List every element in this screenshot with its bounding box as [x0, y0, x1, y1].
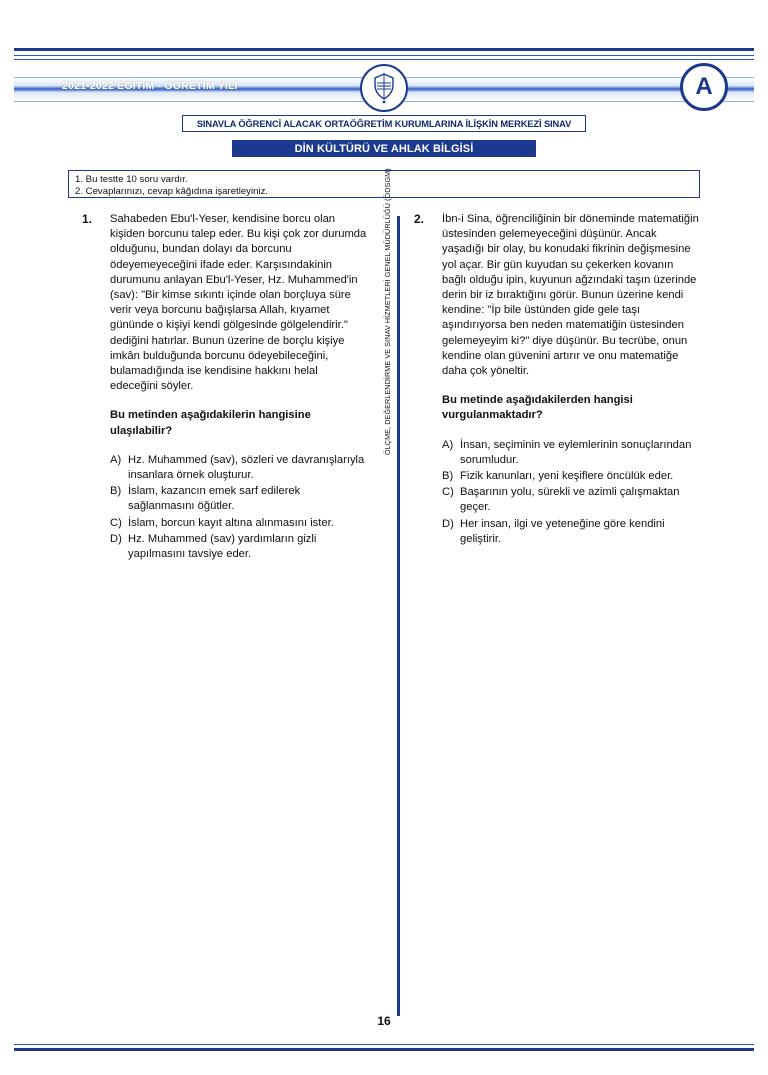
question-2-option-b[interactable]: [442, 469, 700, 484]
question-1-option-d[interactable]: [110, 532, 368, 562]
column-divider: [397, 216, 400, 1016]
academic-year-label: 2021-2022 EĞİTİM - ÖĞRETİM YILI: [62, 80, 238, 92]
option-label: C): [110, 516, 122, 529]
page-number: 16: [377, 1014, 391, 1028]
instruction-line-1: 1. Bu testte 10 soru vardır.: [75, 174, 188, 185]
option-label: A): [110, 453, 122, 466]
department-vertical-text: ÖLÇME, DEĞERLENDİRME VE SINAV HİZMETLERİ GENEL MÜDÜRLÜĞÜ (ÖDSGM): [383, 168, 392, 455]
instruction-line-2: 2. Cevaplarınızı, cevap kâğıdına işaretleyiniz.: [75, 185, 269, 197]
question-2-number: 2.: [414, 212, 425, 226]
option-label: B): [442, 470, 454, 483]
option-text: İslam, kazancın emek sarf edilerek sağlanmasını öğütler.: [128, 485, 301, 513]
option-text: İnsan, seçiminin ve eylemlerinin sonuçlarından sorumludur.: [460, 438, 692, 466]
option-label: D): [110, 532, 122, 545]
bottom-rule-thick: [14, 1048, 754, 1051]
top-rule-thin-1: [14, 55, 754, 56]
option-label: B): [110, 485, 122, 498]
question-1-option-a[interactable]: [110, 453, 368, 483]
question-2: [414, 212, 700, 547]
left-column: [82, 212, 368, 576]
meb-emblem-icon: [360, 64, 408, 112]
option-text: Fizik kanunları, yeni keşiflere öncülük eder.: [460, 470, 674, 483]
option-text: İslam, borcun kayıt altına alınmasını ister.: [128, 516, 334, 529]
question-1-text: Sahabeden Ebu'l-Yeser, kendisine borcu olan kişiden borcunu talep eder. Bu kişi çok zor durumda olduğunu, bundan dolayı da borcunu ödeyemeyeceğini ifade eder. Karşısındakinin durumunu anlayan Ebu'l-Yeser, Hz. Muhammed'in (sav): "Bir kimse sıkıntı içinde olan borçluya süre verir veya borcunu bağışlarsa Allah, kıyamet gününde o kişiyi kendi gölgesinde gölgelendirir." dediğini hatırlar. Bunun üzerine de borçlu kişiye imkân bulduğunda borcunu ödeyebileceğini, bulamadığında ise kendisine hakkını helal edeceğini söyler.: [110, 213, 367, 393]
subject-title-bar: DİN KÜLTÜRÜ VE AHLAK BİLGİSİ: [232, 140, 536, 157]
top-rule-thick: [14, 48, 754, 51]
question-2-options: [442, 438, 700, 547]
option-label: D): [442, 517, 454, 530]
option-label: C): [442, 486, 454, 499]
question-2-option-d[interactable]: [442, 517, 700, 547]
top-rule-thin-2: [14, 59, 754, 60]
question-1-option-c[interactable]: [110, 516, 368, 531]
question-1-options: [110, 453, 368, 562]
exam-name-box: SINAVLA ÖĞRENCİ ALACAK ORTAÖĞRETİM KURUMLARINA İLİŞKİN MERKEZİ SINAV: [182, 115, 586, 132]
question-2-text: İbn-i Sina, öğrenciliğinin bir döneminde matematiğin üstesinden gelemeyeceğini düşünür. Ancak yaşadığı bir olay, bu konudaki fikrinin değişmesine yol açar. Bir gün kuyudan su çekerken kovanın bağlı olduğu ipin, kuyunun ağzındaki taşın üzerinde derin bir iz bıraktığını görür. Bunun üzerine kendi kendine: "İp bile üstünden gide gele taşı aşındırıyorsa ben neden matematiğin üstesinden gelemeyeyim ki?" diye düşünür. Bu tecrübe, onun kendine olan güvenini artırır ve onu matematiğe daha çok yöneltir.: [442, 213, 699, 378]
option-text: Hz. Muhammed (sav) yardımların gizli yapılmasını tavsiye eder.: [128, 532, 317, 561]
option-text: Hz. Muhammed (sav), sözleri ve davranışlarıyla insanlara örnek oluşturur.: [128, 453, 365, 482]
question-1-prompt: Bu metinden aşağıdakilerin hangisine ulaşılabilir?: [110, 409, 311, 437]
question-2-prompt: Bu metinde aşağıdakilerden hangisi vurgulanmaktadır?: [442, 394, 633, 422]
right-column: [414, 212, 700, 561]
question-2-option-a[interactable]: [442, 438, 700, 468]
question-1-option-b[interactable]: [110, 484, 368, 514]
booklet-letter-badge: A: [680, 63, 728, 111]
question-1-number: 1.: [82, 212, 93, 226]
question-2-option-c[interactable]: [442, 485, 700, 515]
question-1: [82, 212, 368, 562]
bottom-rule-thin: [14, 1044, 754, 1045]
option-text: Her insan, ilgi ve yeteneğine göre kendini geliştirir.: [460, 517, 665, 545]
option-text: Başarının yolu, sürekli ve azimli çalışmaktan geçer.: [460, 486, 680, 514]
option-label: A): [442, 438, 454, 451]
